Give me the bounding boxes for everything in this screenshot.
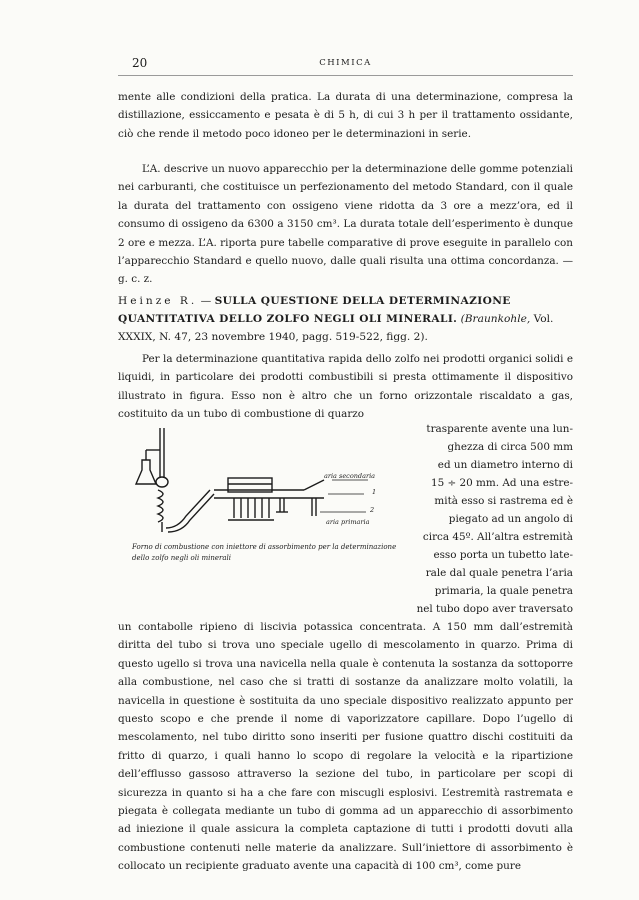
page-header	[118, 56, 573, 72]
label-primary-air: aria primaria	[326, 518, 370, 526]
article-title: SULLA QUESTIONE DELLA DETERMINAZIONE QUANTITATIVA DELLO ZOLFO NEGLI OLI MINERALI.	[118, 295, 511, 325]
wrap-line: rale dal quale penetra l’aria	[425, 567, 573, 579]
abstract-heading	[118, 292, 573, 346]
label-1: 1	[372, 488, 377, 496]
wrap-line: ed un diametro interno di	[437, 459, 573, 471]
running-head: CHIMICA	[319, 58, 372, 68]
citation: Vol. XXXIX, N. 47, 23 novembre 1940, pagg. 519-522, figg. 2).	[118, 313, 554, 343]
previous-abstract-end: mente alle condizioni della pratica. La durata di una determinazione, compresa la distillazione, essiccamento e pesata è di 5 h, di cui 3 h per il trattamento ossidante, ciò che rende il metodo poco idoneo per le determinazioni in serie.	[118, 91, 573, 140]
wrap-line: 15 ÷ 20 mm. Ad una estre-	[431, 477, 573, 489]
wrap-line: circa 45º. All’altra estremità	[422, 531, 573, 543]
author-name: Heinze R.	[118, 295, 198, 307]
body-intro: Per la determinazione quantitativa rapida dello zolfo nei prodotti organici solidi e liquidi, in particolare dei prodotti combustibili si presta ottimamente il dispositivo illustrato in figura. Esso non è altro che un forno orizzontale riscaldato a gas, costituito da un tubo di combustione di quarzo	[118, 353, 573, 421]
wrap-line: esso porta un tubetto late-	[433, 549, 573, 561]
wrap-line: trasparente avente una lun-	[426, 423, 573, 435]
label-2: 2	[370, 506, 375, 514]
journal-name: (Braunkohle,	[460, 313, 531, 325]
wrap-line: ghezza di circa 500 mm	[447, 441, 573, 453]
wrap-line: mità esso si rastrema ed è	[434, 495, 573, 507]
page-number: 20	[132, 56, 148, 70]
wrap-line: primaria, la quale penetra	[434, 585, 573, 597]
heading-dash: —	[197, 295, 215, 307]
figure-caption: Forno di combustione con iniettore di assorbimento per la determinazione dello zolfo negli oli minerali	[132, 543, 397, 562]
previous-abstract-paragraph: L’A. descrive un nuovo apparecchio per la determinazione delle gomme potenziali nei carburanti, che costituisce un perfezionamento del metodo Standard, con il quale la durata del trattamento con ossigeno viene ridotta da 3 ore a mezz’ora, ed il consumo di ossigeno da 6300 a 3150 cm³. La durata totale dell’esperimento è dunque 2 ore e mezza. L’A. riporta pure tabelle comparative di prove eseguite in parallelo con l’apparecchio Standard e quello nuovo, dalle quali risulta una ottima concordanza. — g. c. z.	[118, 163, 573, 286]
body-continuation: un contabolle ripieno di liscivia potassica concentrata. A 150 mm dall’estremità diritta del tubo si trova uno speciale ugello di mescolamento in quarzo. Prima di questo ugello si trova una navicella nella quale è contenuta la sostanza da sottoporre alla combustione, nel caso che si tratti di sostanze da analizzare molto volatili, la navicella in questione è sostituita da uno speciale dispositivo realizzato appunto per questo scopo e che prende il nome di vaporizzatore capillare. Dopo l’ugello di mescolamento, nel tubo diritto sono inseriti per fusione quattro dischi costituiti da fritto di quarzo, i quali hanno lo scopo di regolare la velocità e la ripartizione dell’efflusso gassoso attraverso la sezione del tubo, in particolare per scopi di sicurezza in quanto si ha a che fare con miscugli esplosivi. L’estremità rastremata e piegata è collegata mediante un tubo di gomma ad un apparecchio di assorbimento ad iniezione il quale assicura la completa captazione di tutti i prodotti dovuti alla combustione contenuti nelle materie da analizzare. Sull’iniettore di assorbimento è collocato un recipiente graduato avente una capacità di 100 cm³, come pure	[118, 621, 573, 873]
apparatus-figure	[128, 420, 406, 572]
wrap-line: piegato ad un angolo di	[448, 513, 573, 525]
wrap-line: nel tubo dopo aver traversato	[416, 603, 573, 615]
header-rule	[118, 75, 573, 76]
label-secondary-air: aria secondaria	[324, 472, 376, 480]
